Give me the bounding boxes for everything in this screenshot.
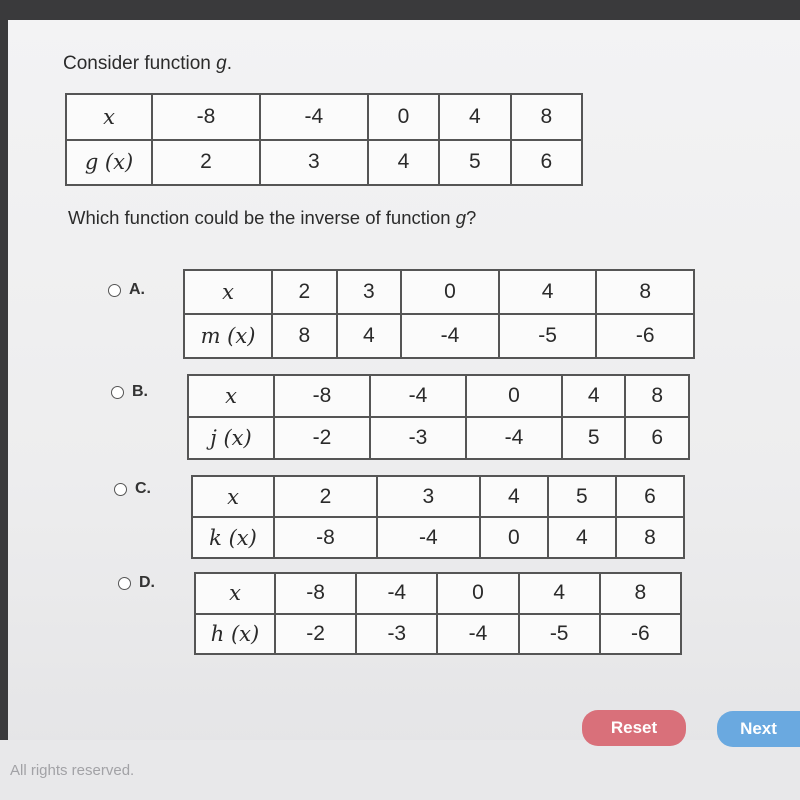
table-cell: 8 bbox=[596, 270, 694, 314]
row-label-function: k (x) bbox=[192, 517, 274, 558]
table-cell: 8 bbox=[616, 517, 684, 558]
table-cell: 5 bbox=[439, 140, 510, 186]
prompt-function-name: g bbox=[455, 207, 466, 228]
table-cell: -8 bbox=[275, 573, 356, 614]
intro-period: . bbox=[226, 53, 233, 74]
choice-b-radio-option[interactable] bbox=[111, 383, 148, 401]
intro-text: Consider function bbox=[63, 53, 217, 74]
row-label-function: m (x) bbox=[184, 314, 272, 358]
choice-c-radio-option[interactable] bbox=[114, 480, 151, 498]
row-label-x: x bbox=[192, 476, 274, 517]
table-cell: 4 bbox=[480, 476, 548, 517]
table-cell: 2 bbox=[274, 476, 377, 517]
row-label-x: x bbox=[184, 270, 272, 314]
table-cell: 0 bbox=[368, 94, 439, 140]
radio-button-icon[interactable] bbox=[108, 284, 121, 297]
table-cell: 4 bbox=[562, 375, 626, 417]
table-cell: 8 bbox=[625, 375, 689, 417]
radio-button-icon[interactable] bbox=[114, 483, 127, 496]
table-cell: -4 bbox=[260, 94, 368, 140]
given-function-table bbox=[65, 93, 583, 186]
table-cell: 0 bbox=[437, 573, 518, 614]
table-cell: 2 bbox=[152, 140, 260, 186]
table-cell: -5 bbox=[499, 314, 597, 358]
question-intro bbox=[63, 53, 232, 75]
table-cell: 5 bbox=[548, 476, 616, 517]
table-cell: -4 bbox=[356, 573, 437, 614]
row-label-function: g (x) bbox=[66, 140, 152, 186]
table-cell: 8 bbox=[272, 314, 337, 358]
table-cell: 6 bbox=[625, 417, 689, 459]
table-cell: -8 bbox=[274, 375, 370, 417]
table-cell: 8 bbox=[511, 94, 582, 140]
radio-button-icon[interactable] bbox=[111, 386, 124, 399]
choice-a-radio-option[interactable] bbox=[108, 281, 145, 299]
table-row-x bbox=[195, 573, 681, 614]
table-row-f bbox=[188, 417, 689, 459]
table-cell: -8 bbox=[274, 517, 377, 558]
table-cell: -8 bbox=[152, 94, 260, 140]
choice-a-table[interactable] bbox=[183, 269, 695, 359]
table-cell: -4 bbox=[466, 417, 562, 459]
table-cell: 3 bbox=[260, 140, 368, 186]
prompt-text: Which function could be the inverse of function bbox=[68, 207, 456, 228]
table-row-f bbox=[192, 517, 684, 558]
table-row-x bbox=[184, 270, 694, 314]
choice-letter: B. bbox=[132, 383, 148, 400]
radio-button-icon[interactable] bbox=[118, 577, 131, 590]
question-prompt bbox=[68, 207, 476, 229]
table-cell: -4 bbox=[437, 614, 518, 655]
table-cell: 8 bbox=[600, 573, 681, 614]
choice-letter: D. bbox=[139, 574, 155, 591]
reset-button[interactable]: Reset bbox=[582, 710, 686, 746]
choice-d-table[interactable] bbox=[194, 572, 682, 655]
table-cell: 0 bbox=[401, 270, 499, 314]
table-cell: 6 bbox=[616, 476, 684, 517]
table-row-x bbox=[66, 94, 582, 140]
table-cell: 0 bbox=[466, 375, 562, 417]
table-cell: -3 bbox=[356, 614, 437, 655]
table-cell: 3 bbox=[337, 270, 402, 314]
row-label-x: x bbox=[195, 573, 275, 614]
choice-b-table[interactable] bbox=[187, 374, 690, 460]
table-cell: -2 bbox=[274, 417, 370, 459]
choice-d-radio-option[interactable] bbox=[118, 574, 155, 592]
choice-c-table[interactable] bbox=[191, 475, 685, 559]
row-label-x: x bbox=[188, 375, 274, 417]
table-cell: 4 bbox=[439, 94, 510, 140]
copyright-text: All rights reserved. bbox=[10, 762, 135, 779]
row-label-function: j (x) bbox=[188, 417, 274, 459]
next-button[interactable]: Next bbox=[717, 711, 800, 747]
table-cell: -6 bbox=[600, 614, 681, 655]
table-cell: -2 bbox=[275, 614, 356, 655]
table-cell: -4 bbox=[377, 517, 480, 558]
intro-function-name: g bbox=[216, 53, 227, 74]
prompt-question-mark: ? bbox=[466, 207, 477, 228]
table-cell: 4 bbox=[337, 314, 402, 358]
table-row-x bbox=[188, 375, 689, 417]
table-cell: 5 bbox=[562, 417, 626, 459]
table-cell: -5 bbox=[519, 614, 600, 655]
table-cell: 2 bbox=[272, 270, 337, 314]
table-cell: 4 bbox=[548, 517, 616, 558]
choice-letter: C. bbox=[135, 480, 151, 497]
table-cell: 4 bbox=[499, 270, 597, 314]
table-cell: 4 bbox=[519, 573, 600, 614]
table-cell: -4 bbox=[401, 314, 499, 358]
choice-letter: A. bbox=[129, 281, 145, 298]
row-label-x: x bbox=[66, 94, 152, 140]
table-cell: 0 bbox=[480, 517, 548, 558]
table-row-f bbox=[184, 314, 694, 358]
table-cell: 3 bbox=[377, 476, 480, 517]
table-row-x bbox=[192, 476, 684, 517]
row-label-function: h (x) bbox=[195, 614, 275, 655]
table-cell: -3 bbox=[370, 417, 466, 459]
table-cell: -6 bbox=[596, 314, 694, 358]
table-cell: -4 bbox=[370, 375, 466, 417]
table-row-f bbox=[66, 140, 582, 186]
table-row-f bbox=[195, 614, 681, 655]
table-cell: 4 bbox=[368, 140, 439, 186]
table-cell: 6 bbox=[511, 140, 582, 186]
